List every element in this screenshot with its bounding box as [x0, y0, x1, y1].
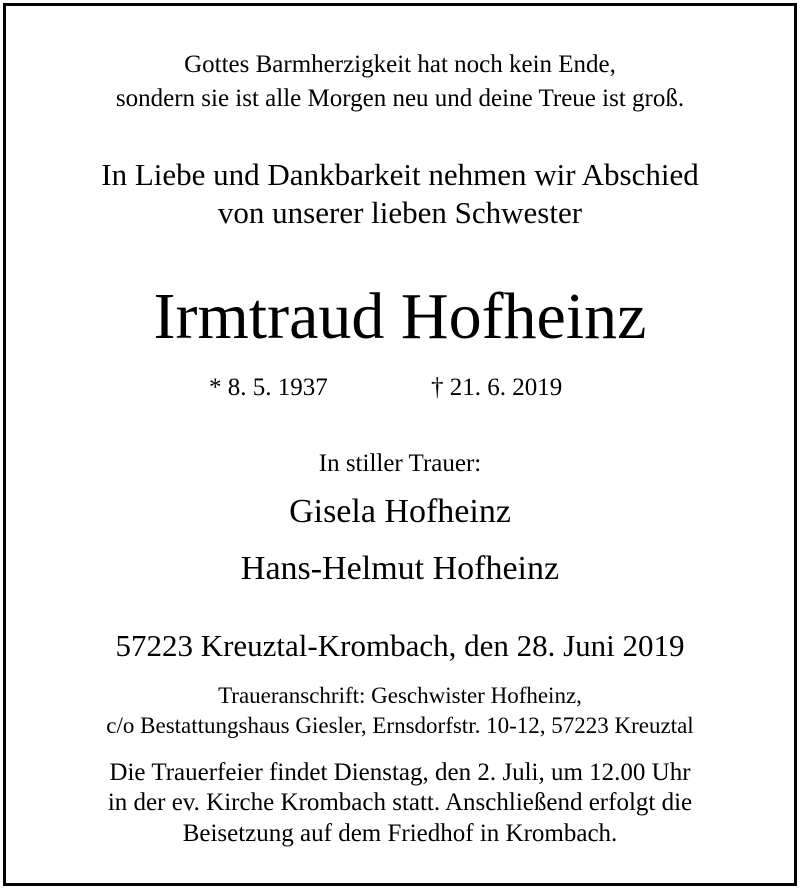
farewell-line-1: In Liebe und Dankbarkeit nehmen wir Abschied: [101, 157, 699, 192]
verse-line-2: sondern sie ist alle Morgen neu und deine Treue ist groß.: [115, 85, 685, 112]
mourner-name-2: Hans-Helmut Hofheinz: [240, 550, 560, 587]
deceased-name: Irmtraud Hofheinz: [153, 280, 647, 353]
address-line-2: c/o Bestattungshaus Giesler, Ernsdorfstr. 10-12, 57223 Kreuztal: [106, 713, 694, 738]
ceremony-line-2: in der ev. Kirche Krombach statt. Anschließend erfolgt die: [107, 789, 693, 816]
life-dates: [6, 375, 794, 405]
birth-date: * 8. 5. 1937: [209, 374, 328, 401]
ceremony-line-1: Die Trauerfeier findet Dienstag, den 2. Juli, um 12.00 Uhr: [109, 759, 691, 786]
mourner-name-1: Gisela Hofheinz: [289, 493, 511, 530]
verse-line-1: Gottes Barmherzigkeit hat noch kein Ende,: [184, 51, 616, 78]
place-date: 57223 Kreuztal-Krombach, den 28. Juni 2019: [115, 628, 685, 663]
farewell-line-2: von unserer lieben Schwester: [217, 195, 583, 230]
mourning-label: In stiller Trauer:: [318, 450, 482, 477]
obituary-frame: [3, 3, 797, 886]
death-date: † 21. 6. 2019: [431, 374, 563, 401]
ceremony-line-3: Beisetzung auf dem Friedhof in Krombach.: [182, 820, 618, 847]
address-line-1: Traueranschrift: Geschwister Hofheinz,: [218, 683, 582, 708]
